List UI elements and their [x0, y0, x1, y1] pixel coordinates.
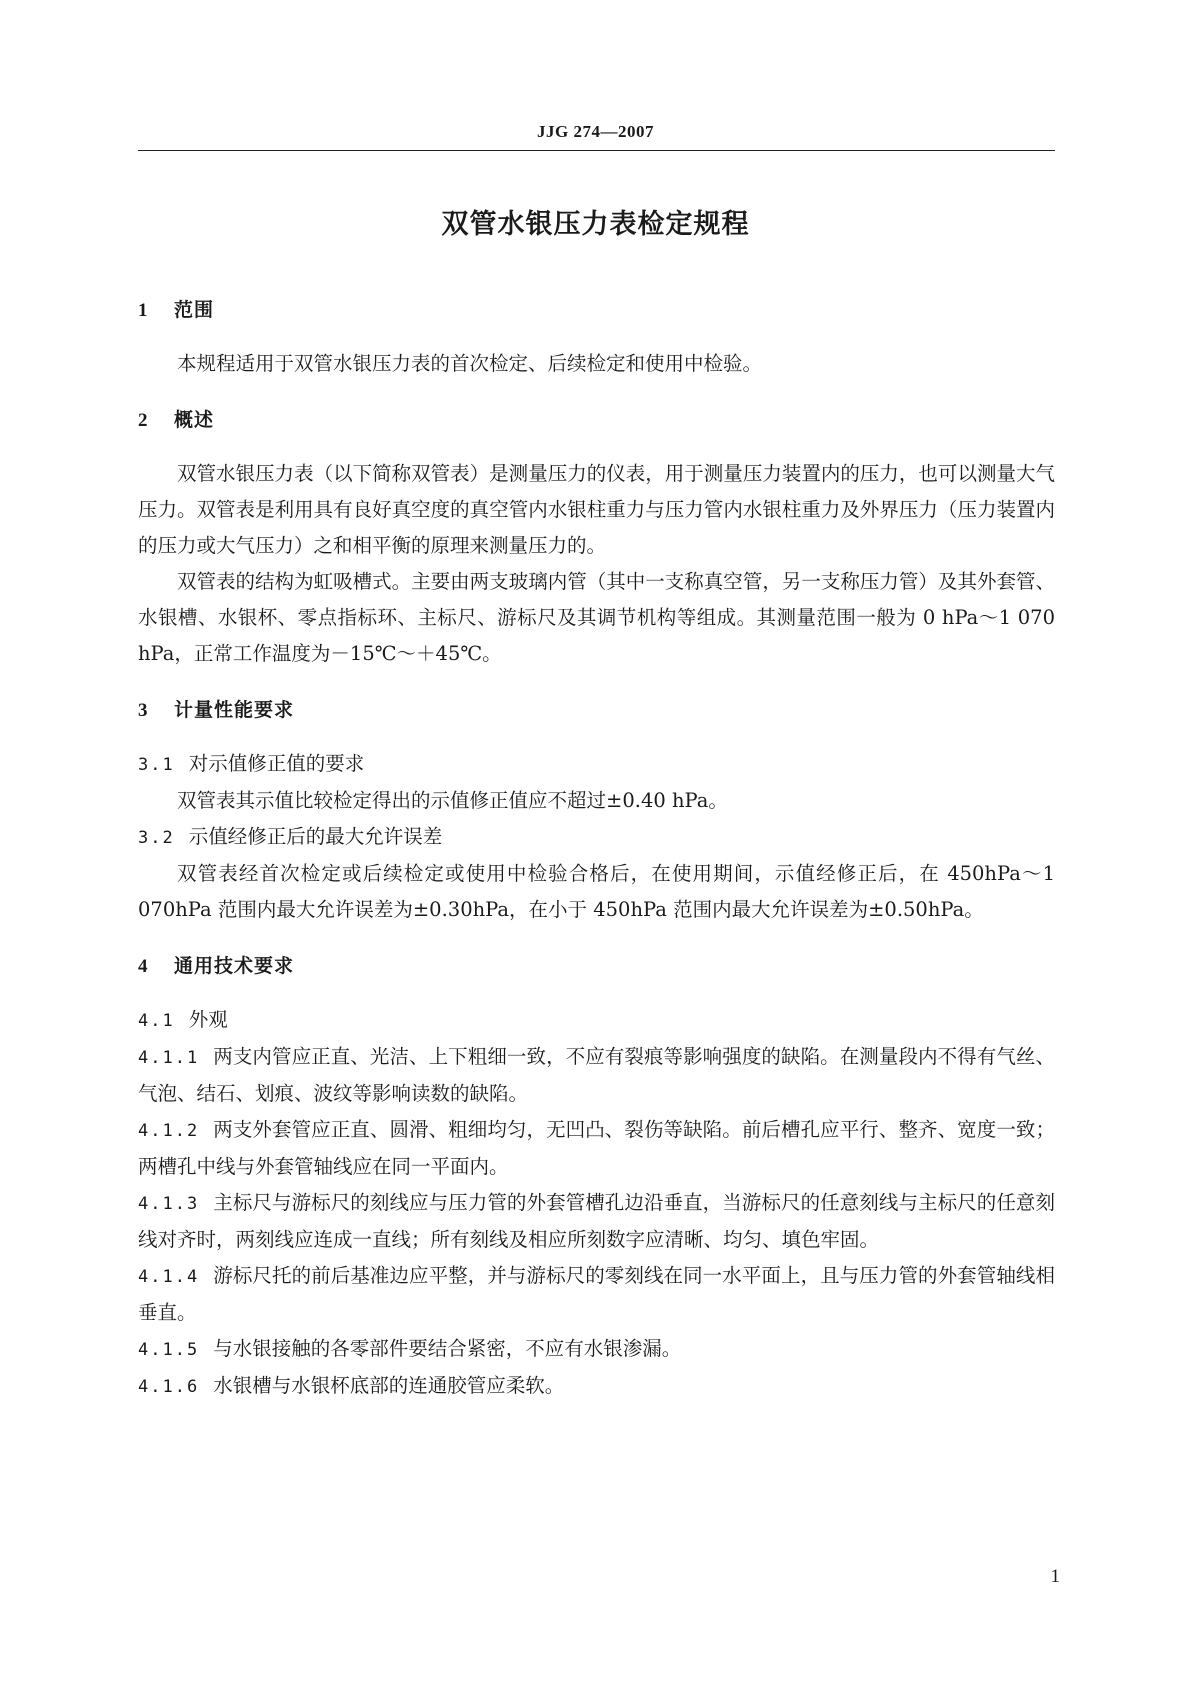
- section-number: 3: [138, 700, 149, 721]
- clause-number: 4.1.6: [138, 1377, 200, 1397]
- clause-4-1-1: [138, 1039, 1055, 1112]
- clause-title: 对示值修正值的要求: [188, 752, 365, 775]
- section-title: 通用技术要求: [174, 955, 295, 977]
- paragraph: 双管表其示值比较检定得出的示值修正值应不超过±0.40 hPa。: [177, 789, 728, 812]
- section-number: 2: [138, 410, 149, 431]
- clause-text: 水银槽与水银杯底部的连通胶管应柔软。: [213, 1374, 565, 1397]
- clause-4-1-2: [138, 1112, 1055, 1185]
- paragraph: 本规程适用于双管水银压力表的首次检定、后续检定和使用中检验。: [177, 352, 763, 375]
- clause-4-1-3: [138, 1185, 1055, 1258]
- clause-4-1-5: [138, 1331, 1055, 1368]
- paragraph: 双管表经首次检定或后续检定或使用中检验合格后，在使用期间，示值经修正后，在 450hPa～1 070hPa 范围内最大允许误差为±0.30hPa，在小于 450hPa 范围内最大允许误差为±0.50hPa。: [138, 862, 1055, 921]
- section-title: 范围: [174, 299, 215, 321]
- clause-number: 3.1: [138, 755, 175, 775]
- clause-heading-4-1: [138, 1002, 1055, 1039]
- clause-heading-3-1: [138, 746, 1055, 783]
- section-title: 概述: [174, 409, 215, 431]
- page-number: 1: [1050, 1566, 1060, 1587]
- clause-text: 与水银接触的各零部件要结合紧密，不应有水银渗漏。: [213, 1337, 682, 1360]
- standard-code: JJG 274—2007: [537, 122, 654, 141]
- clause-text: 主标尺与游标尺的刻线应与压力管的外套管槽孔边沿垂直，当游标尺的任意刻线与主标尺的任意刻线对齐时，两刻线应连成一直线；所有刻线及相应所刻数字应清晰、均匀、填色牢固。: [138, 1191, 1055, 1251]
- paragraph: 双管表的结构为虹吸槽式。主要由两支玻璃内管（其中一支称真空管，另一支称压力管）及其外套管、水银槽、水银杯、零点指标环、主标尺、游标尺及其调节机构等组成。其测量范围一般为 0 hPa～1 070 hPa，正常工作温度为－15℃～＋45℃。: [138, 570, 1055, 665]
- clause-4-1-4: [138, 1258, 1055, 1331]
- section-heading-3: [138, 692, 1055, 728]
- section-heading-1: [138, 292, 1055, 328]
- clause-title: 示值经修正后的最大允许误差: [188, 825, 443, 848]
- clause-number: 4.1.2: [138, 1121, 200, 1141]
- section-heading-4: [138, 948, 1055, 984]
- document-body: [138, 292, 1055, 1405]
- clause-4-1-6: [138, 1368, 1055, 1405]
- document-title: 双管水银压力表检定规程: [441, 209, 750, 240]
- header-rule: [138, 150, 1055, 151]
- clause-heading-3-2: [138, 819, 1055, 856]
- paragraph: 双管水银压力表（以下简称双管表）是测量压力的仪表，用于测量压力装置内的压力，也可以测量大气压力。双管表是利用具有良好真空度的真空管内水银柱重力与压力管内水银柱重力及外界压力（压力装置内的压力或大气压力）之和相平衡的原理来测量压力的。: [138, 462, 1055, 557]
- section-number: 4: [138, 956, 149, 977]
- clause-title: 外观: [188, 1008, 228, 1031]
- clause-number: 3.2: [138, 828, 175, 848]
- clause-number: 4.1: [138, 1011, 175, 1031]
- clause-number: 4.1.3: [138, 1194, 200, 1214]
- clause-text: 两支内管应正直、光洁、上下粗细一致，不应有裂痕等影响强度的缺陷。在测量段内不得有气丝、气泡、结石、划痕、波纹等影响读数的缺陷。: [138, 1045, 1055, 1105]
- section-number: 1: [138, 300, 149, 321]
- clause-text: 两支外套管应正直、圆滑、粗细均匀，无凹凸、裂伤等缺陷。前后槽孔应平行、整齐、宽度一致；两槽孔中线与外套管轴线应在同一平面内。: [138, 1118, 1055, 1178]
- section-heading-2: [138, 402, 1055, 438]
- section-title: 计量性能要求: [174, 699, 295, 721]
- clause-text: 游标尺托的前后基准边应平整，并与游标尺的零刻线在同一水平面上，且与压力管的外套管轴线相垂直。: [138, 1264, 1055, 1324]
- clause-number: 4.1.5: [138, 1340, 200, 1360]
- clause-number: 4.1.1: [138, 1048, 200, 1068]
- clause-number: 4.1.4: [138, 1267, 200, 1287]
